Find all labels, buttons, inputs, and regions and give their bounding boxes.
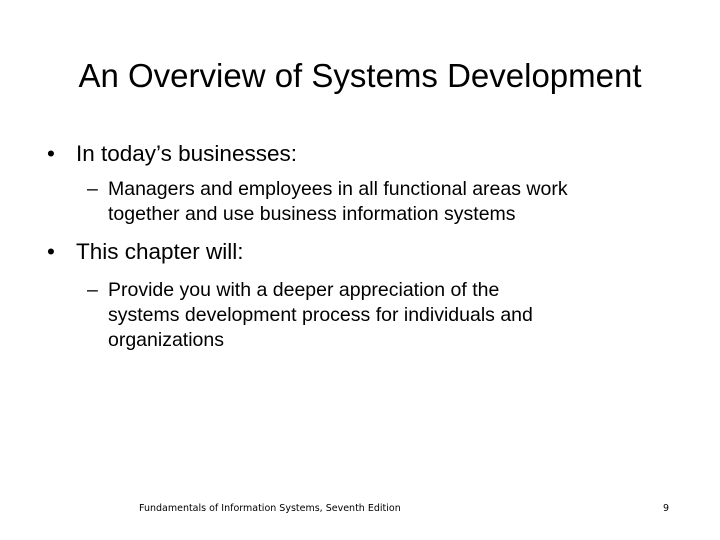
sub-bullet-text [108, 278, 533, 353]
bullet-marker: • [47, 239, 55, 264]
sub-bullet-item [87, 278, 533, 353]
sub-bullet-line: Provide you with a deeper appreciation of the [108, 279, 500, 301]
sub-bullet-item [87, 177, 568, 227]
bullet-text: This chapter will: [76, 239, 244, 264]
sub-bullet-line: systems development process for individuals and [108, 304, 533, 326]
sub-bullet-text [108, 177, 568, 227]
sub-bullet-marker: – [87, 178, 98, 200]
sub-bullet-line: Managers and employees in all functional areas work [108, 178, 568, 200]
sub-bullet-line: together and use business information systems [108, 203, 516, 225]
bullet-text: In today’s businesses: [76, 141, 297, 166]
bullet-item [47, 238, 244, 266]
bullet-item [47, 140, 297, 168]
slide-title: An Overview of Systems Development [78, 57, 642, 94]
sub-bullet-marker: – [87, 279, 98, 301]
sub-bullet-line: organizations [108, 329, 224, 351]
footer-text: Fundamentals of Information Systems, Seventh Edition [139, 503, 401, 514]
page-number: 9 [663, 503, 670, 514]
bullet-marker: • [47, 141, 55, 166]
